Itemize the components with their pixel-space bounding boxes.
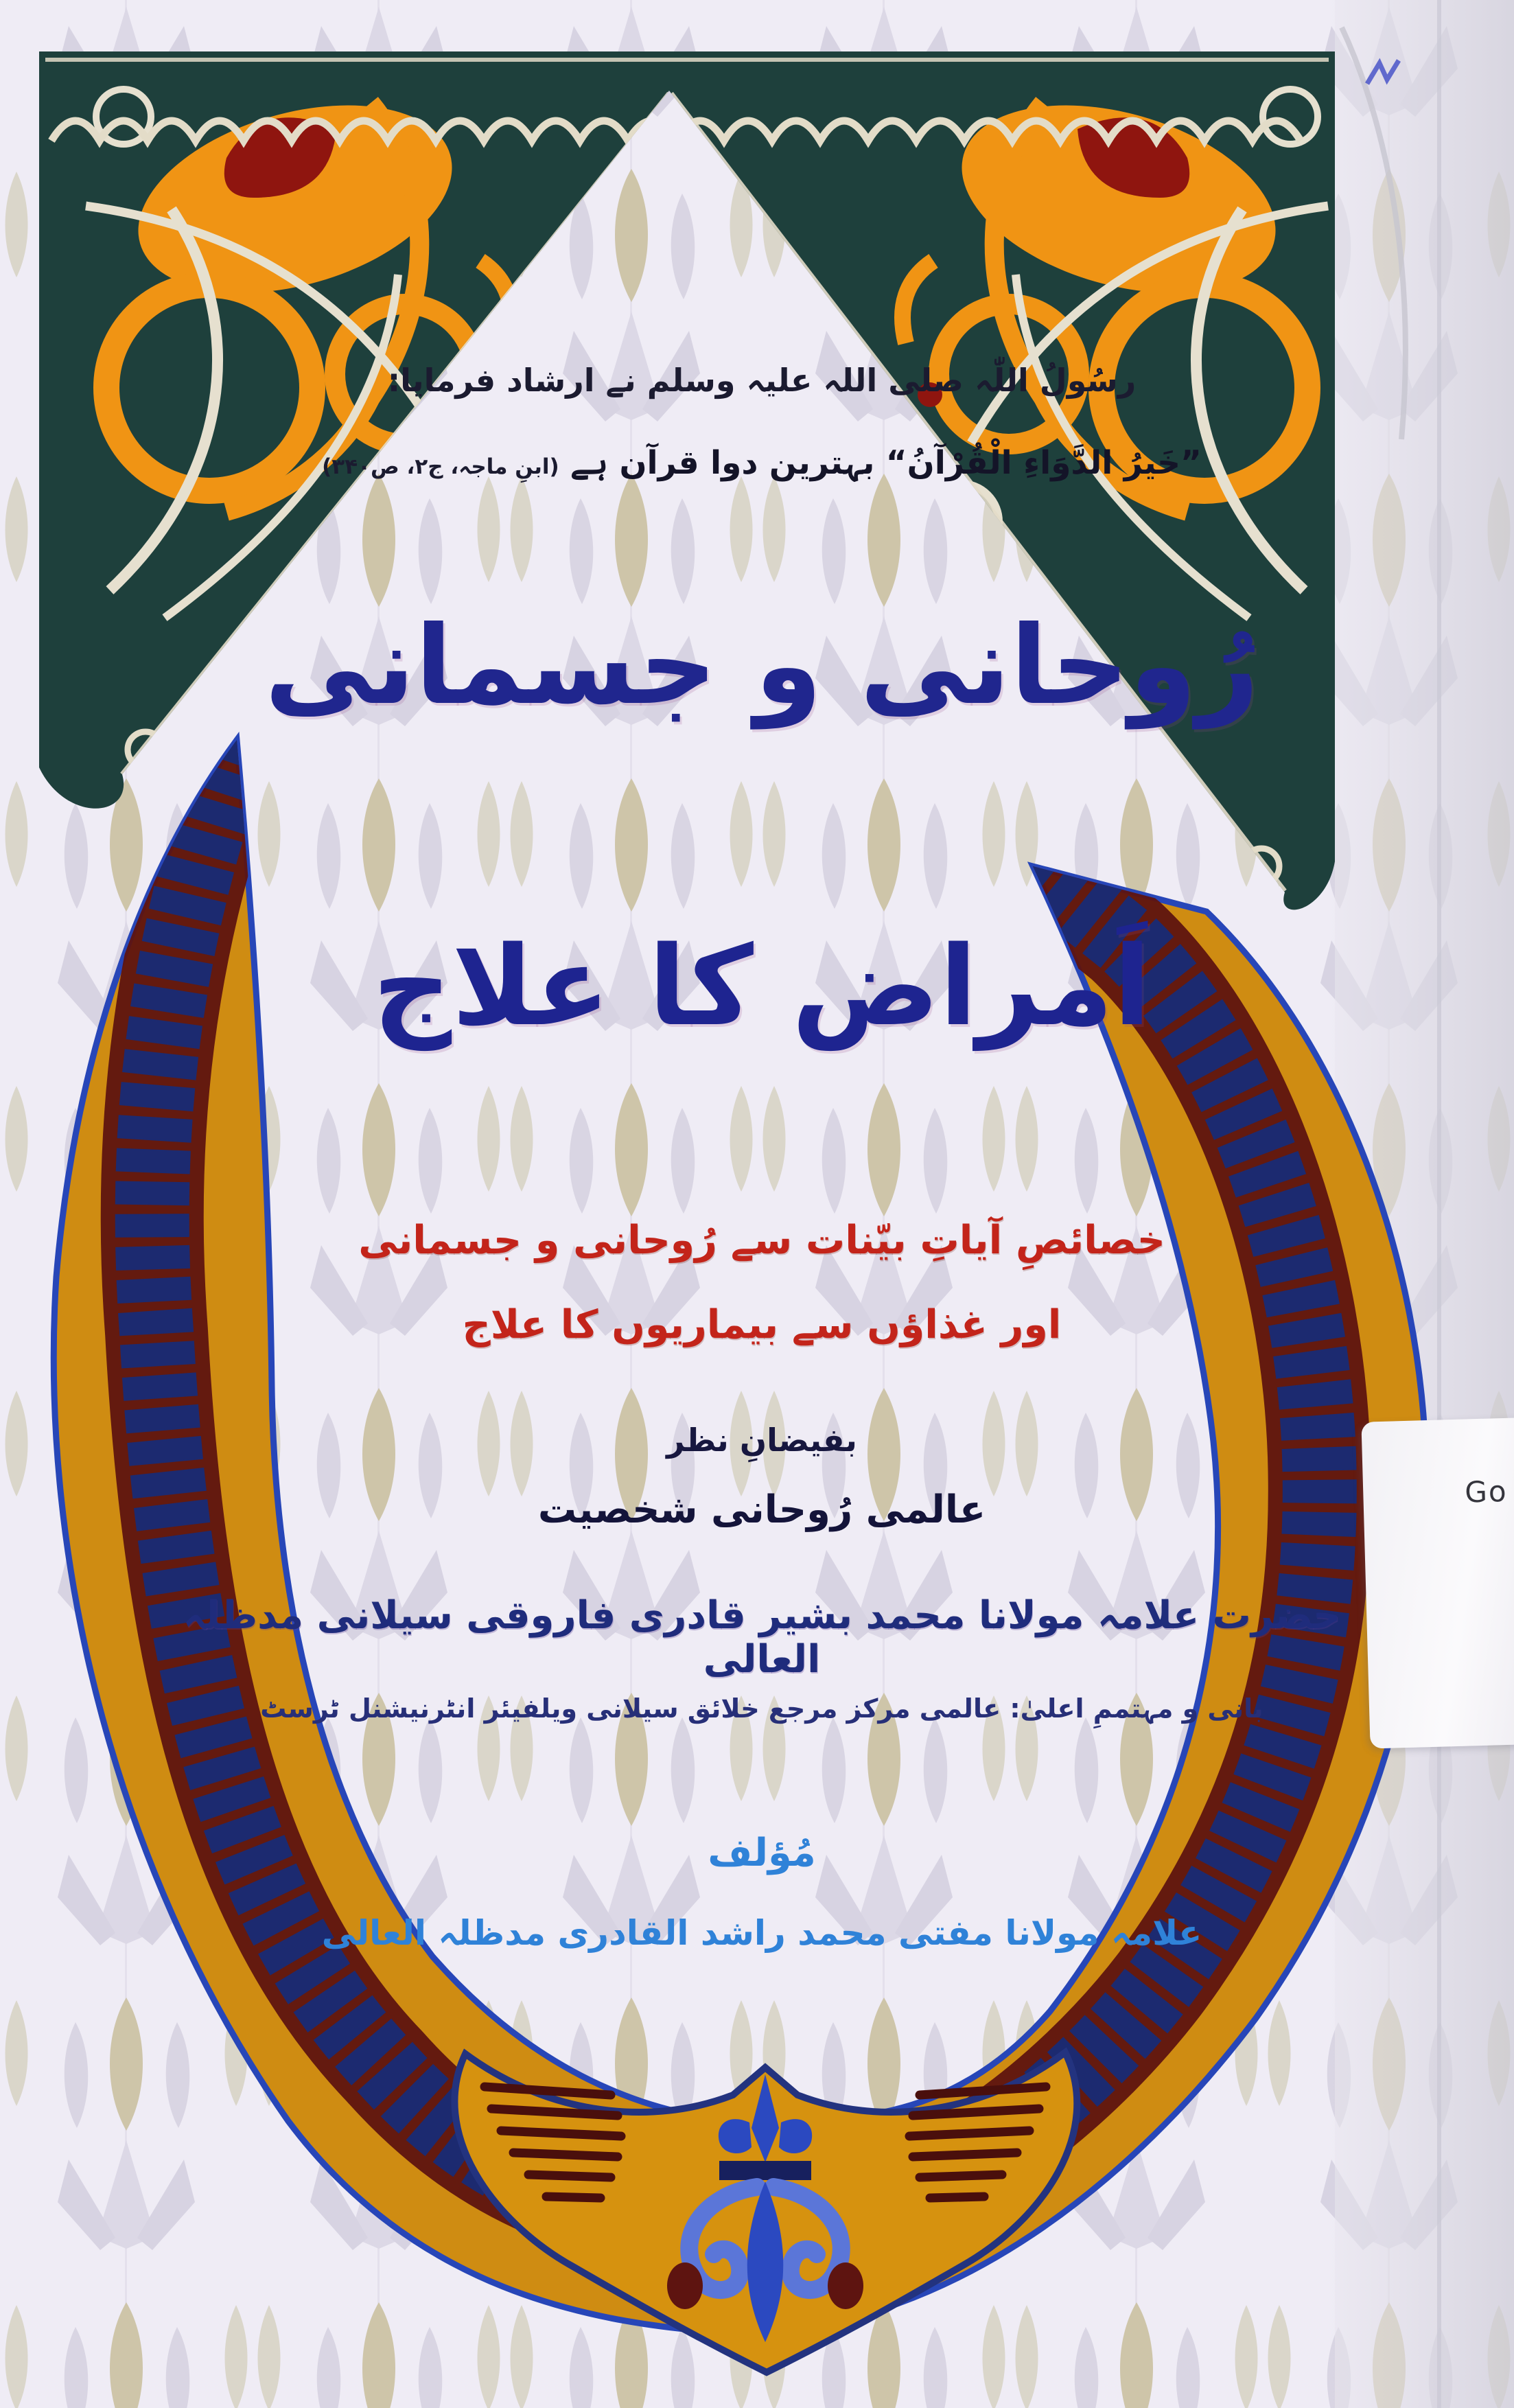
hadith-quote: ”خَیرُ الدَّوَاءِ الْقُرْآنُ“ بہترین دوا قرآن ہے [570,444,1202,482]
subtitle-line1: خصائصِ آیاتِ بیّنات سے رُوحانی و جسمانی [358,1218,1165,1263]
book-title-line2: اَمراض کا علاج [372,922,1152,1050]
book-title-line1: رُوحانی و جسمانی [264,603,1259,729]
author-name: علامہ مولانا مفتی محمد راشد القادری مدظلہ العالی [321,1913,1202,1953]
patron-name: حضرت علامہ مولانا محمد بشیر قادری فاروقی سیلانی مدظلہ العالی [183,1593,1341,1682]
sticker-label: Go [1464,1474,1509,1509]
library-sticker [1361,1417,1514,1748]
patronage-label: بفیضانِ نظر [666,1422,857,1459]
hadith-intro: رسُولُ اللّٰہ صلی اللہ علیہ وسلم نے ارشاد فرمایا: [387,362,1137,399]
patron-role: بانی و مہتممِ اعلیٰ: عالمی مرکز مرجع خلائق سیلانی ویلفیئر انٹرنیشنل ٹرسٹ [260,1693,1263,1724]
patronage-heading: عالمی رُوحانی شخصیت [537,1487,986,1532]
hadith-reference: (ابنِ ماجہ، ج۲، ص۳۴۰) [322,454,559,479]
subtitle-line2: اور غذاؤں سے بیماریوں کا علاج [462,1302,1062,1347]
author-label: مُؤلف [708,1831,816,1875]
